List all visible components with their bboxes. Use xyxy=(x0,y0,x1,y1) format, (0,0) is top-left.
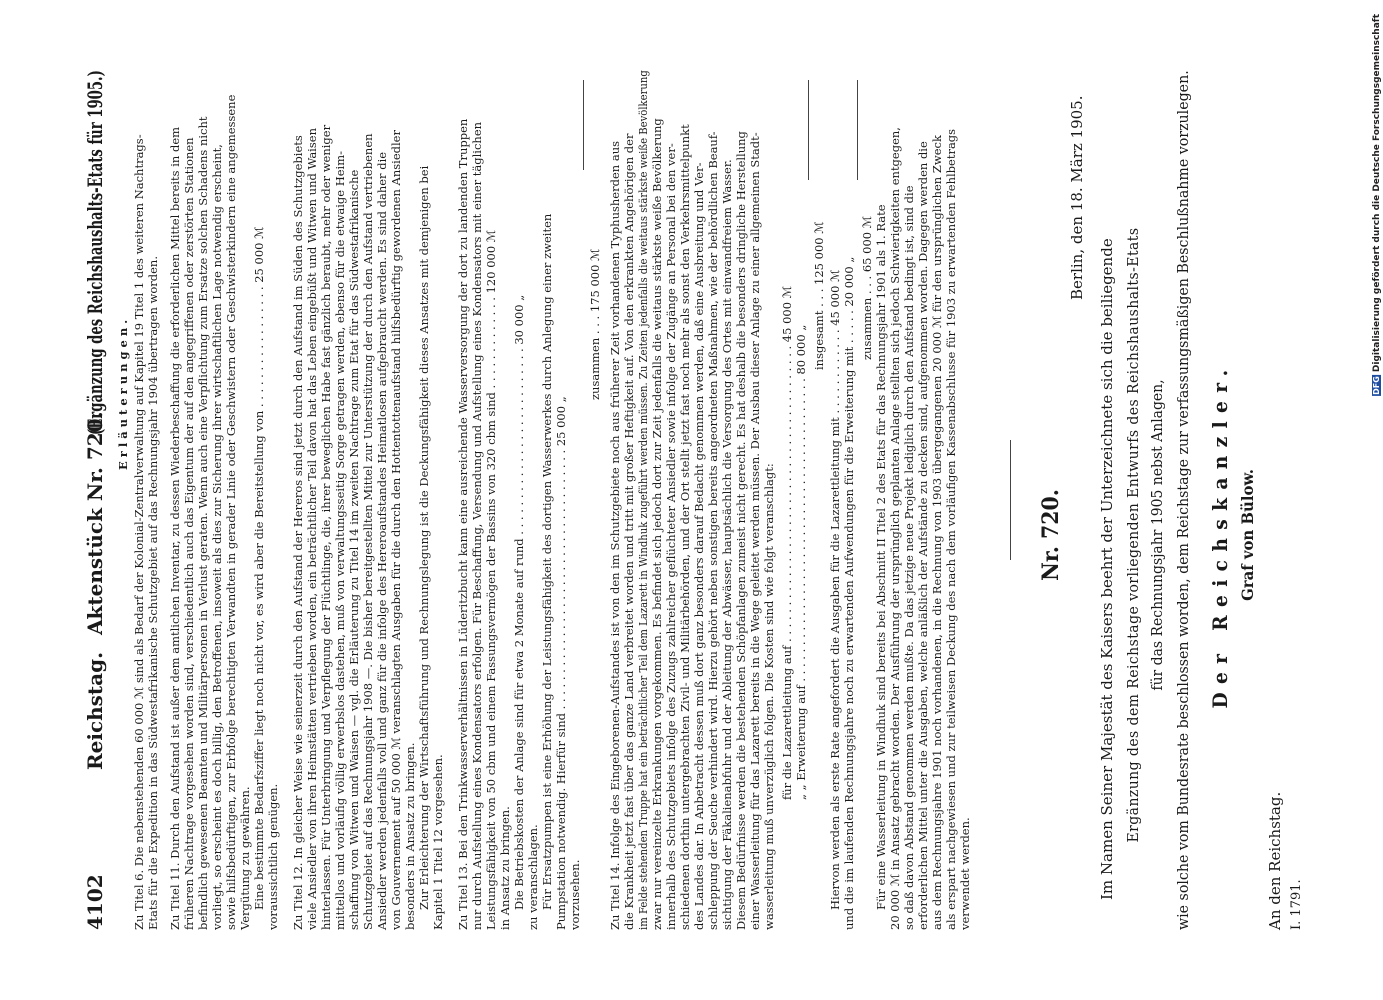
para-line: aus dem Rechnungsjahre 1901 noch vorhandenen, in die Rechnung von 1903 übergegangenen 20 000 ℳ für den ursprünglichen Zweck xyxy=(930,135,944,930)
para-line: in Ansatz zu bringen. xyxy=(498,806,512,930)
para-line: sichtigung der Fäkalienabfuhr und der Ableitung der Abwässer, hauptsächlich die Versorgung des Ortes mit einwandfreiem Wasser. xyxy=(720,159,734,930)
closing-line: wie solche vom Bundesrate beschlossen worden, dem Reichstage zur verfassungsmäßigen Beschlußnahme vorzulegen. xyxy=(1174,70,1192,930)
sum-rule xyxy=(583,80,584,170)
title-line: Ergänzung des dem Reichstage vorliegenden Entwurfs des Reichshaushalts-Etats xyxy=(1124,227,1142,843)
cost-line: und die im laufenden Rechnungsjahre noch zu erwartenden Aufwendungen für die Erweiterung mit . . . . . 20 000 „ xyxy=(842,256,856,930)
para-line: Leistungsfähigkeit von 50 cbm und einem Fassungsvermögen der Bassins von 320 cbm sind . . . . . . . . . . . . . 120 000 ℳ xyxy=(484,229,498,930)
header-title: (Ergänzung des Reichshaushalts-Etats für 1905.) xyxy=(83,70,107,435)
sum-rule xyxy=(857,80,858,180)
para-line: einer Wasserleitung für das Lazarett bereits in die Wege geleitet werden müssen. Der Ausbau dieser Anlage zu einer allgemeinen Stadt- xyxy=(748,132,762,930)
para-line: Für eine Wasserleitung in Windhuk sind bereits bei Abschnitt II Titel 2 des Etats für das Rechnungsjahr 1901 als 1. Rate xyxy=(874,204,888,910)
para-line: Zu Titel 12. In gleicher Weise wie seinerzeit durch den Aufstand der Hereros sind jetzt durch den Aufstand im Süden des Schutzgebiets xyxy=(291,135,305,930)
para-line: Ansiedler werden jedenfalls voll und ganz für die infolge des Hereroaufstandes Heimatlosen aufgebraucht werden. Es sind daher die xyxy=(375,151,389,930)
para-line: Die Betriebskosten der Anlage sind für etwa 2 Monate auf rund . . . . . . . . . . . . . . . . . . . . . . . . . . 30 000 „ xyxy=(512,294,526,910)
para-line: hinterlassen. Für Unterbringung und Verpflegung der Flüchtlinge, die, ihrer beweglichen Habe fast gänzlich beraubt, mehr oder weniger xyxy=(319,124,333,930)
cost-line: „ „ Erweiterung auf . . . . . . . . . . . . . . . . . . . . . . . . . . . . . . . . . . . . . . . . . . 80 000 „ xyxy=(794,324,808,800)
para-line: Eine bestimmte Bedarfsziffer liegt noch nicht vor, es wird aber die Bereitstellung von . . . . . . . . . . . . . . . . . 25 000 ℳ xyxy=(252,226,266,910)
para-line: vorzusehen. xyxy=(568,859,582,930)
cost-line: für die Lazarettleitung auf . . . . . . . . . . . . . . . . . . . . . . . . . . . . . . . . . . . . . . . . . 45 000 ℳ xyxy=(780,285,794,800)
intro-line: Im Namen Seiner Majestät des Kaisers beehrt der Unterzeichnete sich die beiliegende xyxy=(1098,238,1116,900)
para-line: zwar nur vereinzelte Erkrankungen vorgekommen. Es befindet sich jedoch dort zur Zeit jedenfalls die weitaus stärkste weiße Bevölkerung xyxy=(650,118,664,930)
para-line: Zu Titel 14. Infolge des Eingeborenen-Aufstandes ist von den im Schutzgebiete noch aus früherer Zeit vorhandenen Typhusherden aus xyxy=(608,141,622,930)
sum-total-2: zusammen . . . 65 000 ℳ xyxy=(860,215,874,360)
para-line: schleppung der Seuche verhindert wird. Hierzu gehört neben sonstigen bereits angeordneten Maßnahmen, wie der behördlichen Beauf- xyxy=(706,131,720,930)
dfg-funding-note xyxy=(1372,14,1382,396)
explanations-heading: E r l ä u t e r u n g e n . xyxy=(116,319,130,470)
para-line: schaffung von Witwen und Waisen — vgl. die Erläuterung zu Titel 14 im zweiten Nachtrage zum Etat für das Südwestafrikanische xyxy=(347,169,361,930)
para-line: Zu Titel 6. Die nebenstehenden 60 000 ℳ sind als Bedarf der Kolonial-Zentralverwaltung auf Kapitel 19 Titel 1 des weiteren Nachtrags- xyxy=(132,134,146,930)
para-line: nur durch Aufstellung eines Kondensators erfolgen. Für Beschaffung, Versendung und Aufstellung eines Kondensators mit einer täglichen xyxy=(470,121,484,930)
dfg-note-text: Digitalisierung gefördert durch die Deutsche Forschungsgemeinschaft xyxy=(1372,14,1382,373)
cost-line: Hiervon werden als erste Rate angefordert die Ausgaben für die Lazarettleitung mit . . . . . . . . . . . . 45 000 ℳ xyxy=(828,269,842,910)
signature-name: Graf von Bülow. xyxy=(1238,469,1257,601)
para-line: viele Ansiedler von ihren Heimstätten vertrieben worden, ein beträchtlicher Teil davon hat das Leben eingebüßt und Witwen und Waisen xyxy=(305,128,319,930)
page-number: 4102 xyxy=(83,874,107,930)
signature-title: Der Reichskanzler. xyxy=(1208,361,1232,709)
para-line: im Felde stehenden Truppe hat ein beträchtlicher Teil dem Lazarett in Windhuk zugeführt werden müssen. Zu Zeiten jedenfalls die weitaus stärkste weiße Bevölkerung xyxy=(636,70,650,930)
para-line: so daß davon Abstand genommen werden mußte. Da das jetzige neue Projekt lediglich durch den Aufstand bedingt ist, sind die xyxy=(902,185,916,930)
separator-rule xyxy=(1010,440,1011,560)
para-line: des Landes dar. In Anbetracht dessen muß dort ganz besonders darauf Bedacht genommen werden, daß eine Ausbreitung und Ver- xyxy=(692,162,706,930)
addressee: An den Reichstag. xyxy=(1266,791,1284,930)
para-line: Vergütung zu gewähren. xyxy=(238,786,252,930)
para-line: erforderlichen Mittel unter die Ausgaben, welche anläßlich der Aufstände zu decken sind, aufgenommen worden. Dagegen werden die xyxy=(916,141,930,930)
para-line: sowie hilfsbedürftigen, zur Erbfolge berechtigten Verwandten in gerader Linie oder Geschwistern oder Geschwisterkindern eine angemessene xyxy=(224,94,238,930)
para-line: Für Ersatzpumpen ist eine Erhöhung der Leistungsfähigkeit des dortigen Wasserwerkes durch Anlegung einer zweiten xyxy=(540,213,554,910)
para-line: vorliegt, so erscheint es doch billig, den Betroffenen, insoweit als dies zur Sicherung ihrer wirtschaftlichen Lage notwendig erscheint, xyxy=(210,144,224,930)
city-date: Berlin, den 18. März 1905. xyxy=(1068,95,1086,300)
header-reichstag: Reichstag. xyxy=(83,651,107,770)
para-line: Zur Erleichterung der Wirtschaftsführung und Rechnungslegung ist die Deckungsfähigkeit dieses Ansatzes mit demjenigen bei xyxy=(417,165,431,910)
para-line: Etats für die Expedition in das Südwestafrikanische Schutzgebiet auf das Rechnungsjahr 1904 übertragen worden. xyxy=(146,256,160,930)
para-line: Diesem Bedürfnisse werden die bestehenden Schöpfanlagen zumeist nicht gerecht. Es hat deshalb die besonders dringliche Herstellung xyxy=(734,131,748,930)
para-line: wasserleitung muß unverzüglich folgen. Die Kosten sind wie folgt veranschlagt: xyxy=(762,463,776,930)
document-number: Nr. 720. xyxy=(1038,489,1064,581)
reference-number: I. 1791. xyxy=(1289,879,1304,930)
para-line: voraussichtlich genügen. xyxy=(266,783,280,930)
total-insgesamt: insgesamt . . . 125 000 ℳ xyxy=(812,221,826,370)
para-line: schiedenen dorthin untergebrachten Zivil- und Militärbehörden, und der Ort stellt jetzt fast noch mehr als sonst den Verkehrsmittelpunkt xyxy=(678,124,692,930)
dfg-logo-icon: DFG xyxy=(1372,376,1381,395)
para-line: Pumpstation notwendig. Hierfür sind . . . . . . . . . . . . . . . . . . . . . . . . . . . . . . . . . . . . 25 000 „ xyxy=(554,396,568,930)
para-line: verwendet werden. xyxy=(958,817,972,930)
sum-total: zusammen . . . 175 000 ℳ xyxy=(588,248,602,400)
para-line: zu veranschlagen. xyxy=(526,824,540,930)
para-line: von Gouvernement auf 50 000 ℳ veranschlagten Ausgaben für die durch den Hottentottenaufstand hilfsbedürftig gewordenen Ansiedler xyxy=(389,130,403,930)
sum-rule xyxy=(808,80,809,180)
para-line: mittellos und vorläufig völlig erwerbslos dastehen, muß von verwaltungsseitig Sorge getragen werden, ebenso für die etwaige Heim- xyxy=(333,150,347,930)
para-line: die Krankheit jetzt fast über das ganze Land verbreitet worden und tritt mit großer Heftigkeit auf. Von den erkrankten Angehörigen der xyxy=(622,133,636,930)
para-line: 20 000 ℳ in Ansatz gebracht worden. Der Ausführung der ursprünglich geplanten Anlage stellten sich jedoch Schwierigkeiten entgegen, xyxy=(888,127,902,930)
para-line: Zu Titel 11. Durch den Aufstand ist außer dem amtlichen Inventar, zu dessen Wiederbeschaffung die erforderlichen Mittel bereits in dem xyxy=(168,126,182,930)
para-line: Kapitel 1 Titel 12 vorgesehen. xyxy=(431,754,445,930)
para-line: Schutzgebiet auf das Rechnungsjahr 1908 —. Die bisher bereitgestellten Mittel zur Unterstützung der durch den Aufstand vertriebenen xyxy=(361,133,375,930)
header-aktenstueck: Aktenstück Nr. 720. xyxy=(83,411,107,635)
para-line: als erspart nachgewiesen und zur teilweisen Deckung des nach dem vorläufigen Kassenabschlusse für 1903 zu erwartenden Fehlbetrags xyxy=(944,128,958,930)
title-line-2: für das Rechnungsjahr 1905 nebst Anlagen, xyxy=(1148,379,1166,691)
para-line: früheren Nachtrage vorgesehen worden sind, verschiedentlich auch das Eigentum der auf den angegriffenen oder zerstörten Stationen xyxy=(182,137,196,930)
para-line: innerhalb des Schutzgebiets infolge des Zuzugs zahlreicher geflüchteter Ansiedler sowie infolge der Zugänge an Personal bei den ver- xyxy=(664,143,678,930)
para-line: besonders in Ansatz zu bringen. xyxy=(403,742,417,930)
para-line: befindlich gewesenen Beamten und Militärpersonen in Verlust geraten. Wenn auch eine Verpflichtung zum Ersatze solchen Schadens nicht xyxy=(196,116,210,930)
para-line: Zu Titel 13. Bei den Trinkwasserverhältnissen in Lüderitzbucht kann eine ausreichende Wasserversorgung der dort zu landenden Truppen xyxy=(456,118,470,930)
